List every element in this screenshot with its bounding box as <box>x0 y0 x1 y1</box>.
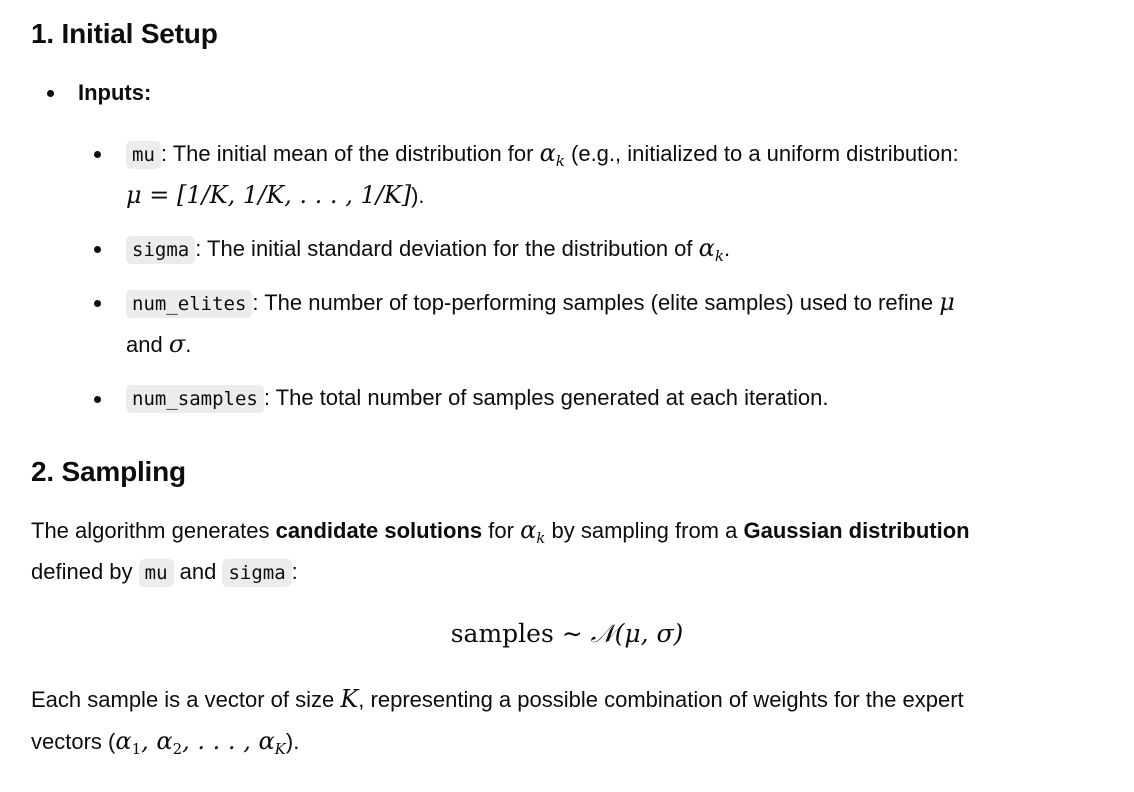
code-sigma-inline: sigma <box>222 559 291 587</box>
list-item-mu-line2: μ = [1/K, 1/K, . . . , 1/K]). <box>126 181 425 209</box>
code-mu: mu <box>126 141 161 169</box>
code-num-elites: num_elites <box>126 290 252 318</box>
list-item-num-samples: num_samples : The total number of samples generated at each iteration. <box>126 377 828 420</box>
section-heading-initial-setup: 1. Initial Setup <box>31 18 218 49</box>
list-item-num-elites: num_elites : The number of top-performing samples (elite samples) used to refine μ <box>126 281 955 325</box>
paragraph-vector-line1: Each sample is a vector of size K, representing a possible combination of weights for the expert <box>31 685 964 713</box>
bullet-dot <box>47 90 54 97</box>
paragraph-vector-line2: vectors ($\alpha_1$, $\alpha_2$, . . . , $\alpha_K$). <box>31 727 300 758</box>
list-item-mu: mu : The initial mean of the distribution for $\alpha_k$ (e.g., initialized to a uniform distribution: <box>126 132 959 182</box>
section-heading-sampling: 2. Sampling <box>31 456 186 487</box>
equation-samples-normal: samples ∼ 𝒩(μ, σ) <box>450 619 684 648</box>
list-item-num-elites-line2: and σ. <box>126 330 192 358</box>
list-item-sigma: sigma : The initial standard deviation for the distribution of $\alpha_k$. <box>126 227 730 277</box>
bullet-dot <box>94 300 101 307</box>
paragraph-sampling-line1: The algorithm generates candidate solutions for $\alpha_k$ by sampling from a Gaussian distribution <box>31 516 970 547</box>
bullet-dot <box>94 396 101 403</box>
inputs-label: Inputs: <box>78 80 152 105</box>
bullet-dot <box>94 151 101 158</box>
code-num-samples: num_samples <box>126 385 264 413</box>
paragraph-sampling-line2: defined by mu and sigma : <box>31 551 298 594</box>
code-sigma: sigma <box>126 236 195 264</box>
math-uniform-mu: μ = [1/K, 1/K, . . . , 1/K] <box>126 181 412 209</box>
bullet-dot <box>94 246 101 253</box>
code-mu-inline: mu <box>139 559 174 587</box>
